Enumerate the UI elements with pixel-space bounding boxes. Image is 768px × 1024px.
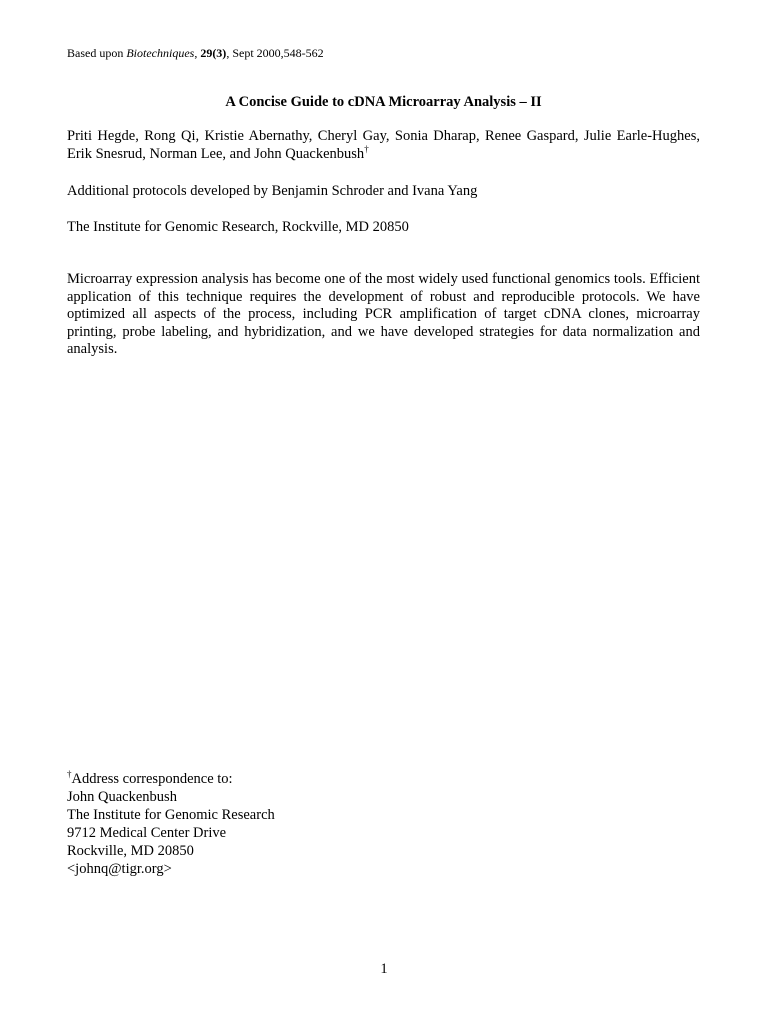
correspondence-name: John Quackenbush	[67, 789, 177, 805]
institute-affiliation: The Institute for Genomic Research, Rockville, MD 20850	[67, 219, 409, 235]
correspondence-block	[67, 770, 275, 878]
citation-line	[67, 45, 324, 61]
document-title: A Concise Guide to cDNA Microarray Analysis – II	[225, 94, 542, 110]
correspondence-organization: The Institute for Genomic Research	[67, 807, 275, 823]
citation-volume: 29	[200, 46, 213, 60]
author-dagger: †	[364, 144, 369, 155]
citation-prefix: Based upon	[67, 46, 127, 60]
citation-sep: ,	[194, 46, 201, 60]
abstract-paragraph: Microarray expression analysis has become one of the most widely used functional genomics tools. Efficient application of this technique requires the development of robust and reproducible protocols. We have optimized all aspects of the process, including PCR amplification of target cDNA clones, microarray printing, probe labeling, and hybridization, and we have developed strategies for data normalization and analysis.	[67, 271, 700, 357]
author-names: Priti Hegde, Rong Qi, Kristie Abernathy, Cheryl Gay, Sonia Dharap, Renee Gaspard, Julie Earle-Hughes, Erik Snesrud, Norman Lee, and John Quackenbush	[67, 128, 700, 162]
correspondence-city: Rockville, MD 20850	[67, 843, 194, 859]
citation-issue: (3)	[212, 46, 227, 60]
additional-protocols-note: Additional protocols developed by Benjamin Schroder and Ivana Yang	[67, 183, 478, 199]
correspondence-street: 9712 Medical Center Drive	[67, 825, 227, 841]
citation-journal: Biotechniques	[126, 46, 195, 60]
correspondence-heading	[67, 770, 275, 788]
author-list	[67, 127, 700, 163]
citation-rest: , Sept 2000,548-562	[226, 46, 324, 60]
correspondence-dagger: †	[67, 769, 72, 780]
correspondence-heading-text: Address correspondence to:	[71, 771, 233, 787]
page-number: 1	[380, 961, 388, 977]
correspondence-email: <johnq@tigr.org>	[67, 861, 172, 877]
